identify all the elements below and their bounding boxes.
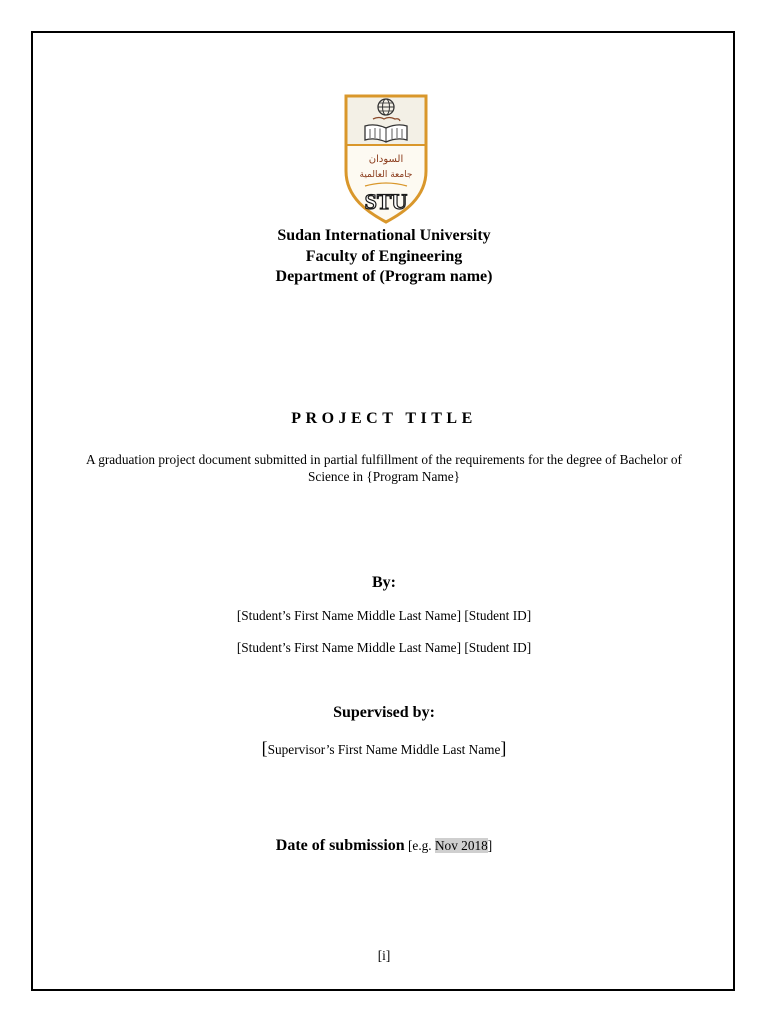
- supervisor-entry: [0, 738, 768, 759]
- supervisor-close-bracket: ]: [500, 738, 507, 758]
- authors-heading: By:: [372, 574, 396, 591]
- supervisor-heading: Supervised by:: [333, 704, 435, 721]
- submission-date-label: Date of submission: [275, 837, 405, 854]
- submission-date-suffix: ]: [487, 838, 493, 853]
- student-entry-1: [Student’s First Name Middle Last Name] [Student ID]: [236, 608, 532, 623]
- logo-arabic-line-2: جامعة العالمية: [359, 170, 413, 180]
- submission-date-line: [0, 837, 768, 855]
- institution-header: [0, 226, 768, 288]
- logo-emblem-text: STU: [364, 189, 408, 214]
- faculty-name: Faculty of Engineering: [305, 247, 463, 265]
- project-title: PROJECT TITLE: [291, 410, 477, 427]
- project-description: A graduation project document submitted in partial fulfillment of the requirements for the degree of Bachelor of Science in {Program Name}: [86, 452, 682, 484]
- university-name: Sudan International University: [277, 227, 491, 244]
- submission-date-prefix: [e.g.: [404, 838, 435, 853]
- student-entry-2: [Student’s First Name Middle Last Name] [Student ID]: [236, 640, 532, 655]
- book-icon: [365, 125, 407, 142]
- supervisor-open-bracket: [: [261, 738, 268, 758]
- supervisor-name: Supervisor’s First Name Middle Last Name: [267, 742, 501, 757]
- submission-date-value: Nov 2018: [434, 838, 488, 853]
- page-number: [i]: [377, 948, 391, 963]
- logo-arabic-line-1: السودان: [368, 154, 404, 165]
- university-logo: [343, 93, 429, 225]
- department-name: Department of (Program name): [275, 268, 493, 285]
